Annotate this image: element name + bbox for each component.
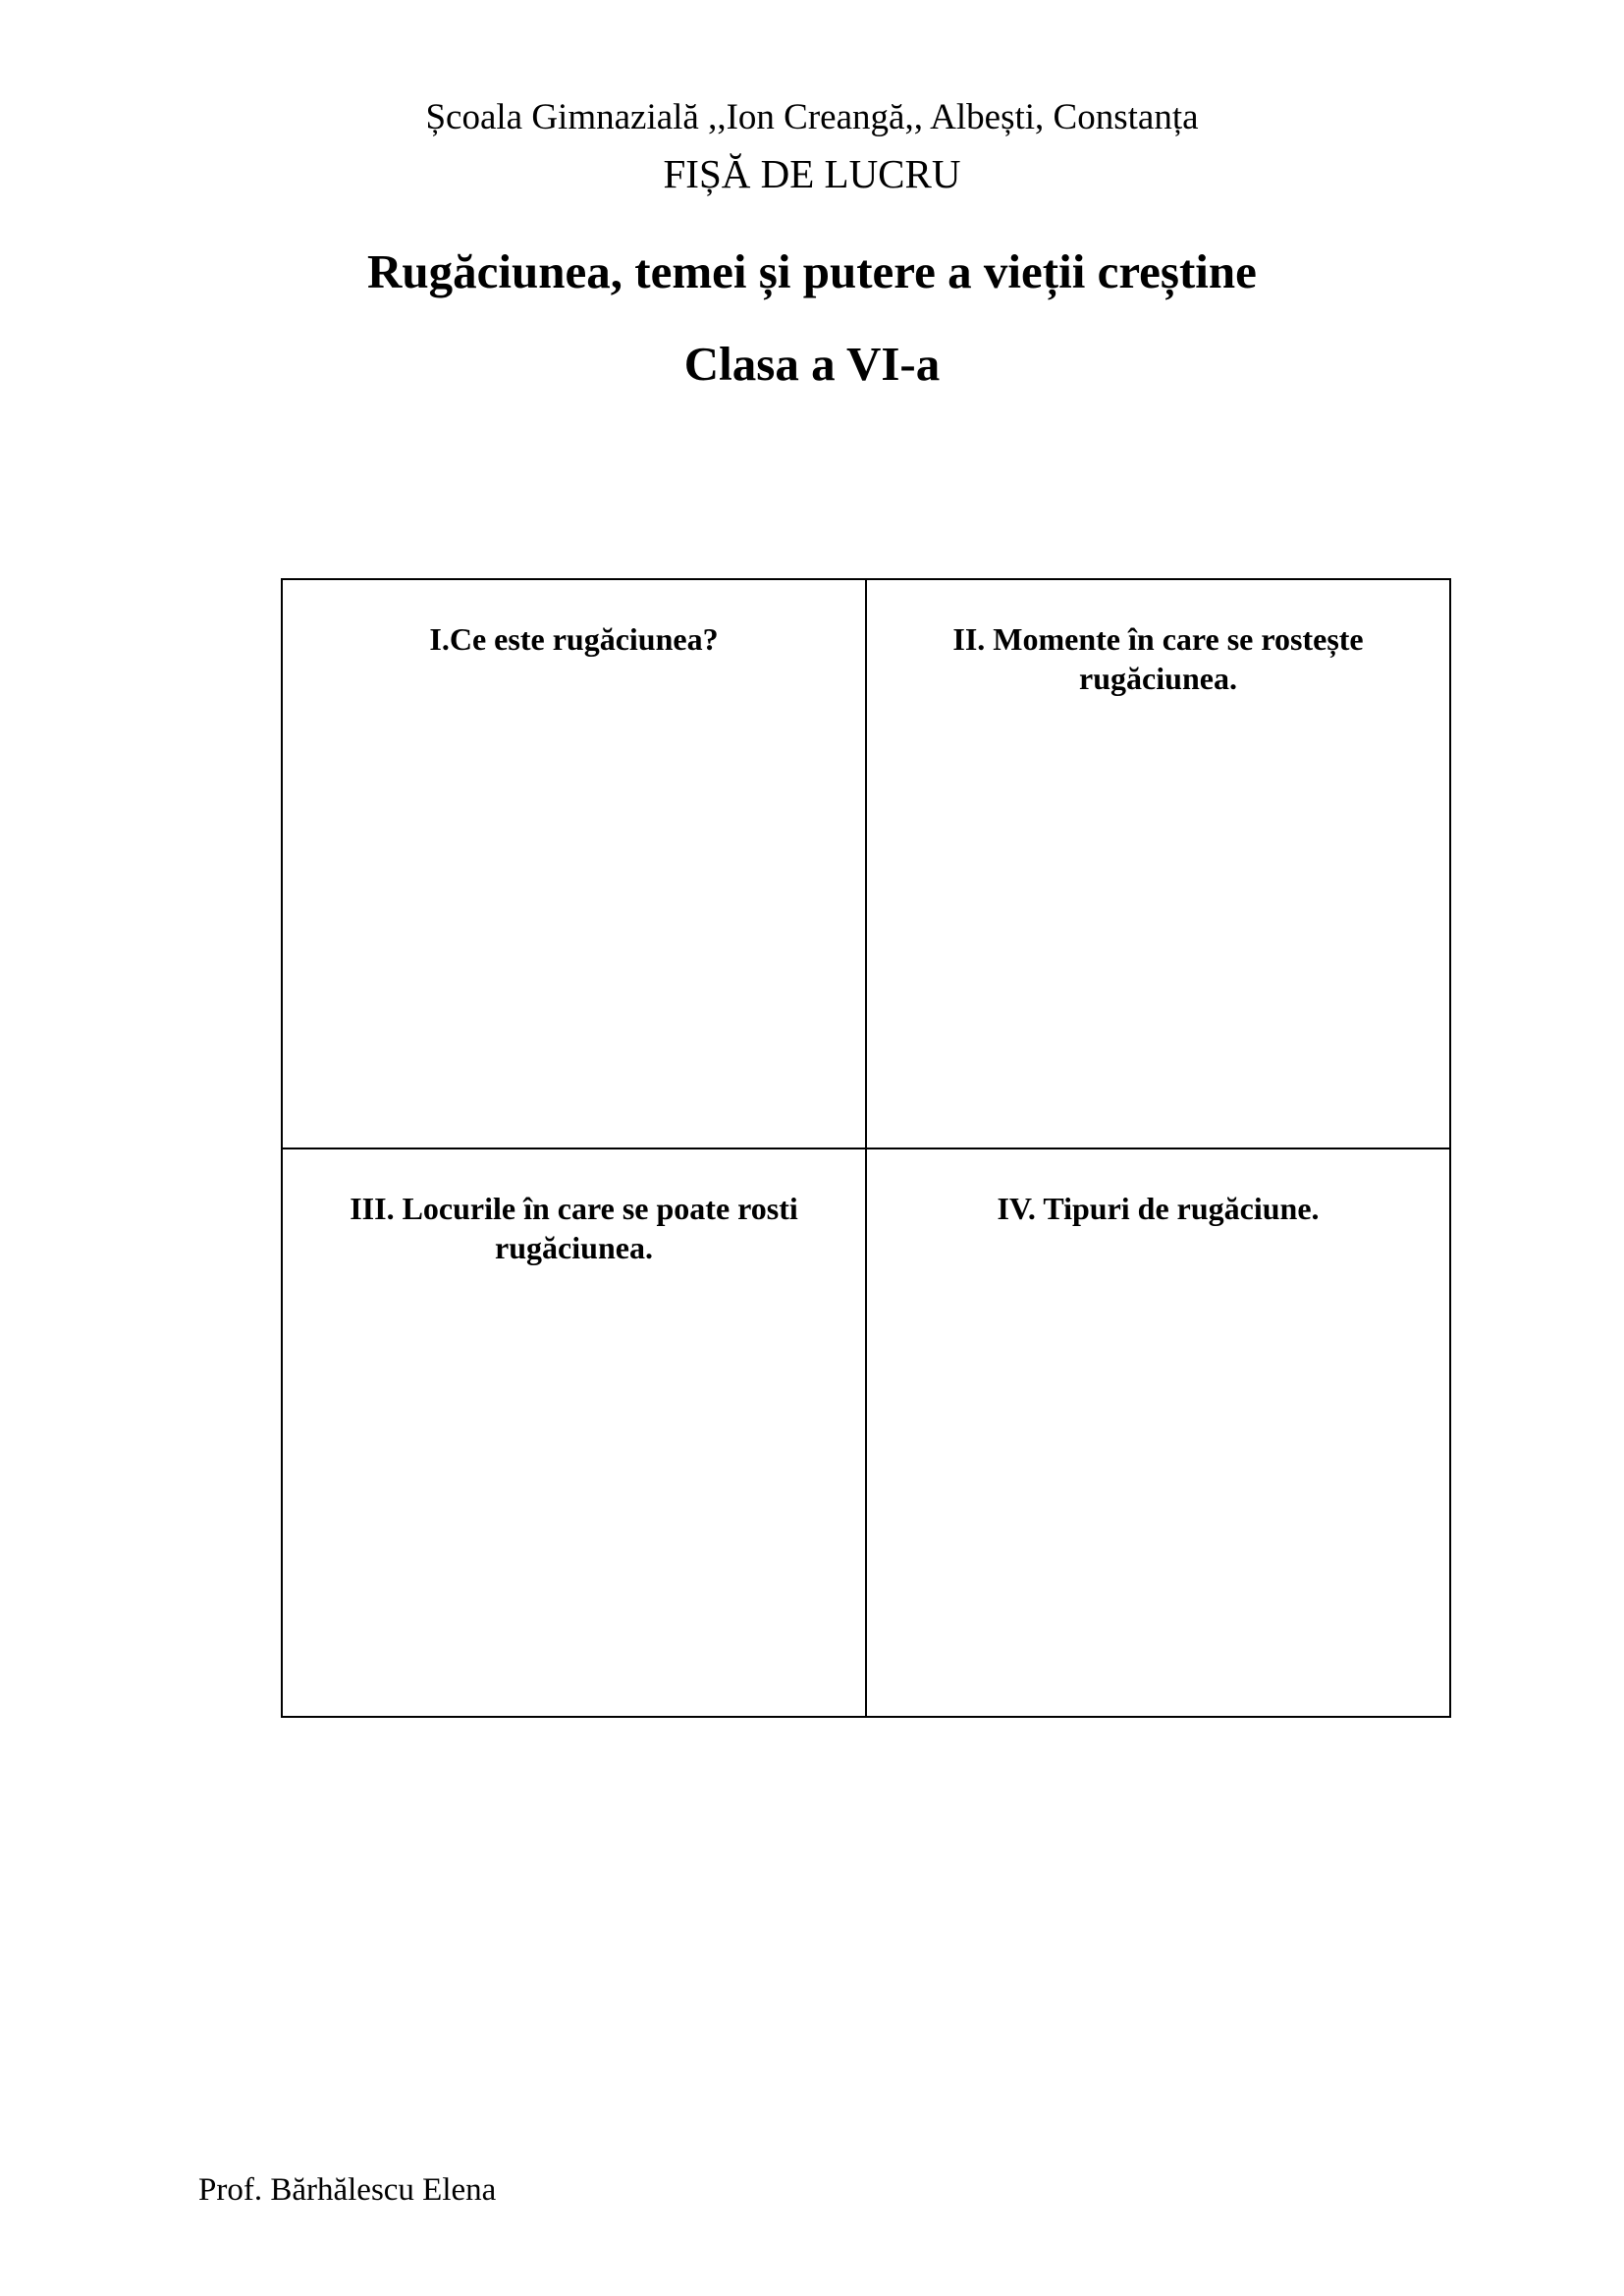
answer-box-2[interactable] (866, 579, 1450, 1148)
grid-row (282, 579, 1450, 1148)
class-label: Clasa a VI-a (683, 337, 941, 391)
question-label-1: I.Ce este rugăciunea? (429, 621, 719, 657)
answer-box-4[interactable] (866, 1148, 1450, 1718)
question-label-2: II. Momente în care se rostește rugăciunea. (952, 621, 1364, 696)
worksheet-title: Rugăciunea, temei și putere a vieții creștine (367, 244, 1257, 298)
grid-row (282, 1148, 1450, 1718)
answer-box-3[interactable] (282, 1148, 866, 1718)
worksheet-grid (281, 578, 1451, 1718)
author-signature: Prof. Bărhălescu Elena (198, 2172, 497, 2208)
answer-box-1[interactable] (282, 579, 866, 1148)
question-label-3: III. Locurile în care se poate rosti rugăciunea. (350, 1190, 798, 1265)
sheet-type: FIȘĂ DE LUCRU (663, 151, 961, 196)
school-name: Școala Gimnazială ,,Ion Creangă,, Albești, Constanța (425, 97, 1199, 137)
question-label-4: IV. Tipuri de rugăciune. (997, 1190, 1320, 1226)
